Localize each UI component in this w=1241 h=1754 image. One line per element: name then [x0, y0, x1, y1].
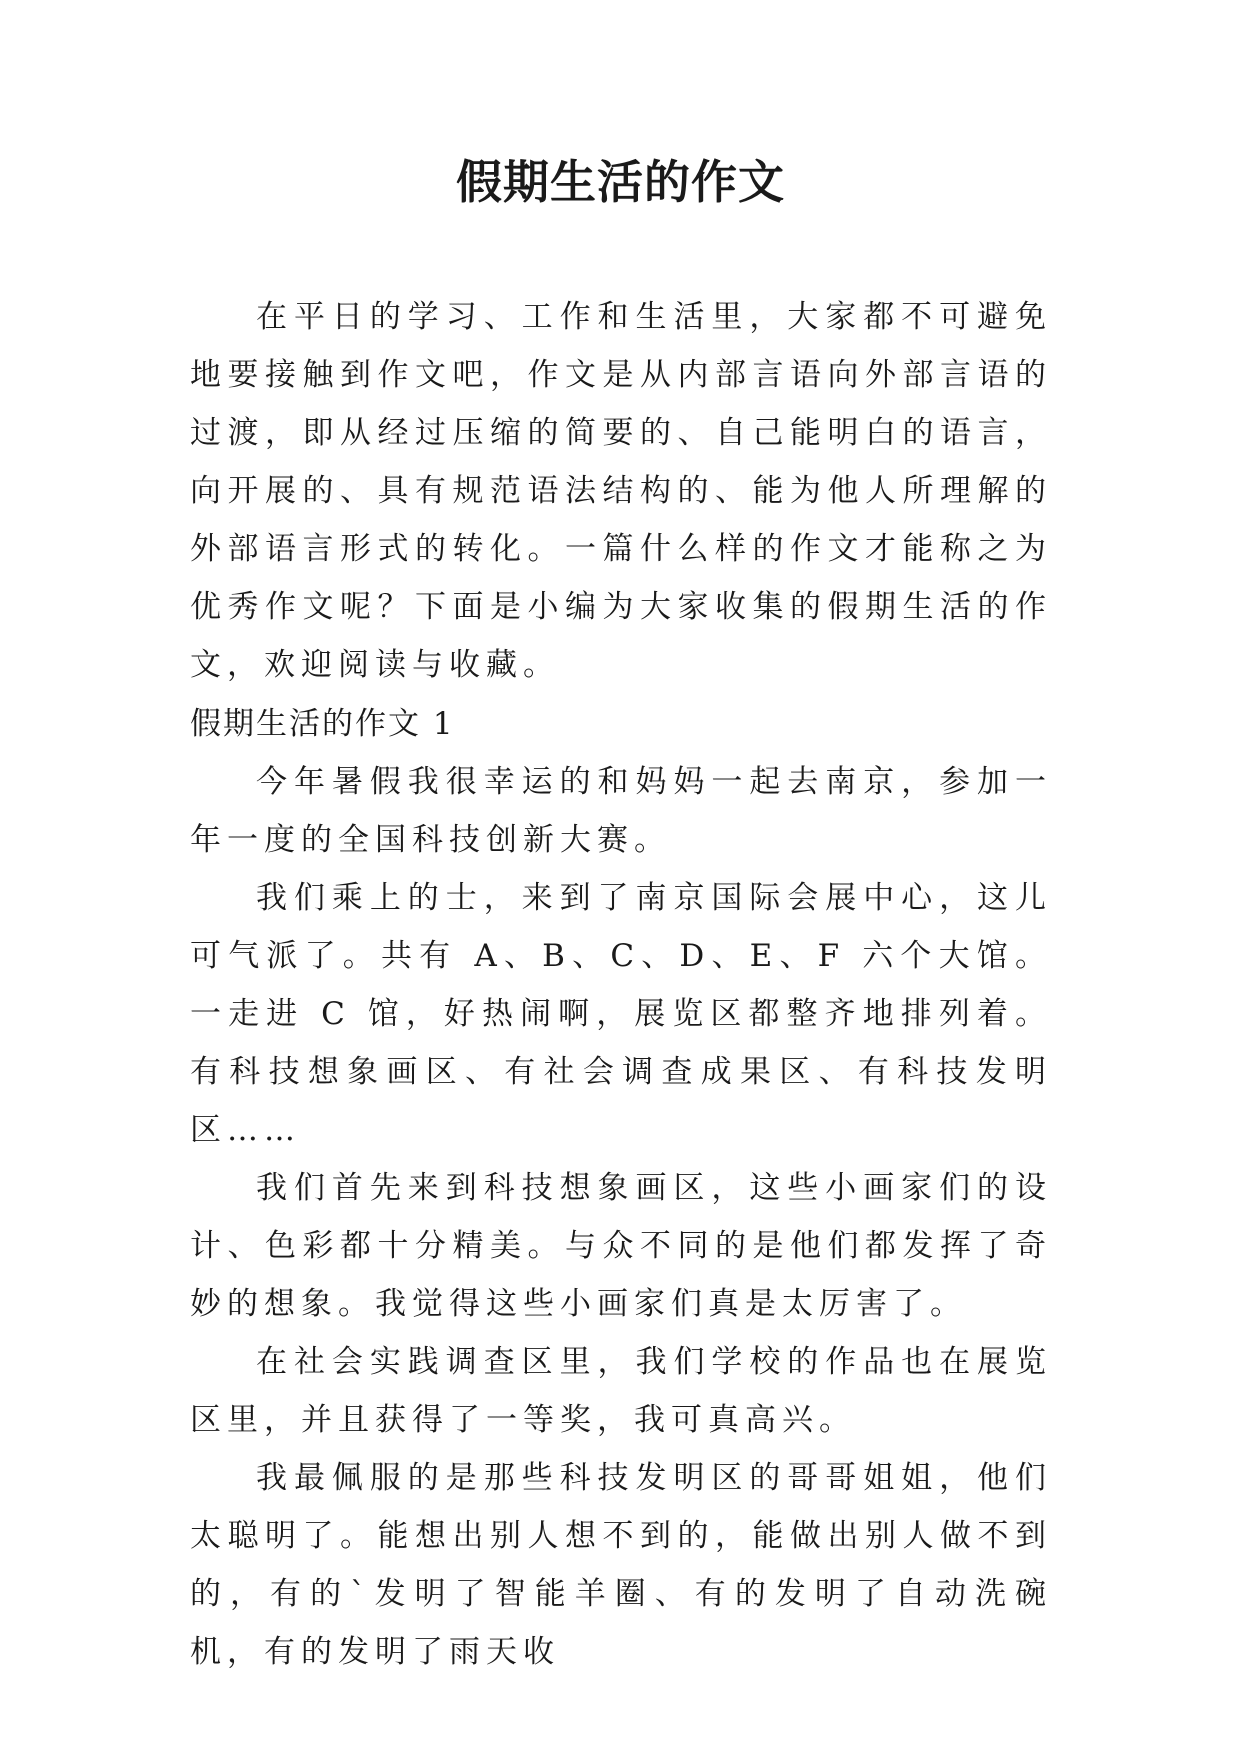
intro-paragraph: 在平日的学习、工作和生活里，大家都不可避免地要接触到作文吧，作文是从内部言语向外部言语的过渡，即从经过压缩的简要的、自己能明白的语言，向开展的、具有规范语法结构的、能为他人所理解的外部语言形式的转化。一篇什么样的作文才能称之为优秀作文呢？下面是小编为大家收集的假期生活的作文，欢迎阅读与收藏。 [190, 299, 1052, 683]
document-title: 假期生活的作文 [456, 155, 785, 209]
essay-paragraph: 我们乘上的士，来到了南京国际会展中心，这儿可气派了。共有 A、B、C、D、E、F 六个大馆。一走进 C 馆，好热闹啊，展览区都整齐地排列着。有科技想象画区、有社会调查成果区、有科技发明区…… [190, 880, 1052, 1148]
essay-paragraph: 我最佩服的是那些科技发明区的哥哥姐姐，他们太聪明了。能想出别人想不到的，能做出别人做不到的，有的`发明了智能羊圈、有的发明了自动洗碗机，有的发明了雨天收 [190, 1460, 1052, 1670]
intro-block [190, 288, 1052, 694]
section-heading: 假期生活的作文 1 [190, 706, 455, 742]
essay-paragraph: 我们首先来到科技想象画区，这些小画家们的设计、色彩都十分精美。与众不同的是他们都发挥了奇妙的想象。我觉得这些小画家们真是太厉害了。 [190, 1170, 1052, 1322]
essay-paragraph: 今年暑假我很幸运的和妈妈一起去南京，参加一年一度的全国科技创新大赛。 [190, 764, 1052, 858]
essay-paragraph: 在社会实践调查区里，我们学校的作品也在展览区里，并且获得了一等奖，我可真高兴。 [190, 1344, 1052, 1438]
essay-section [190, 695, 1052, 1681]
